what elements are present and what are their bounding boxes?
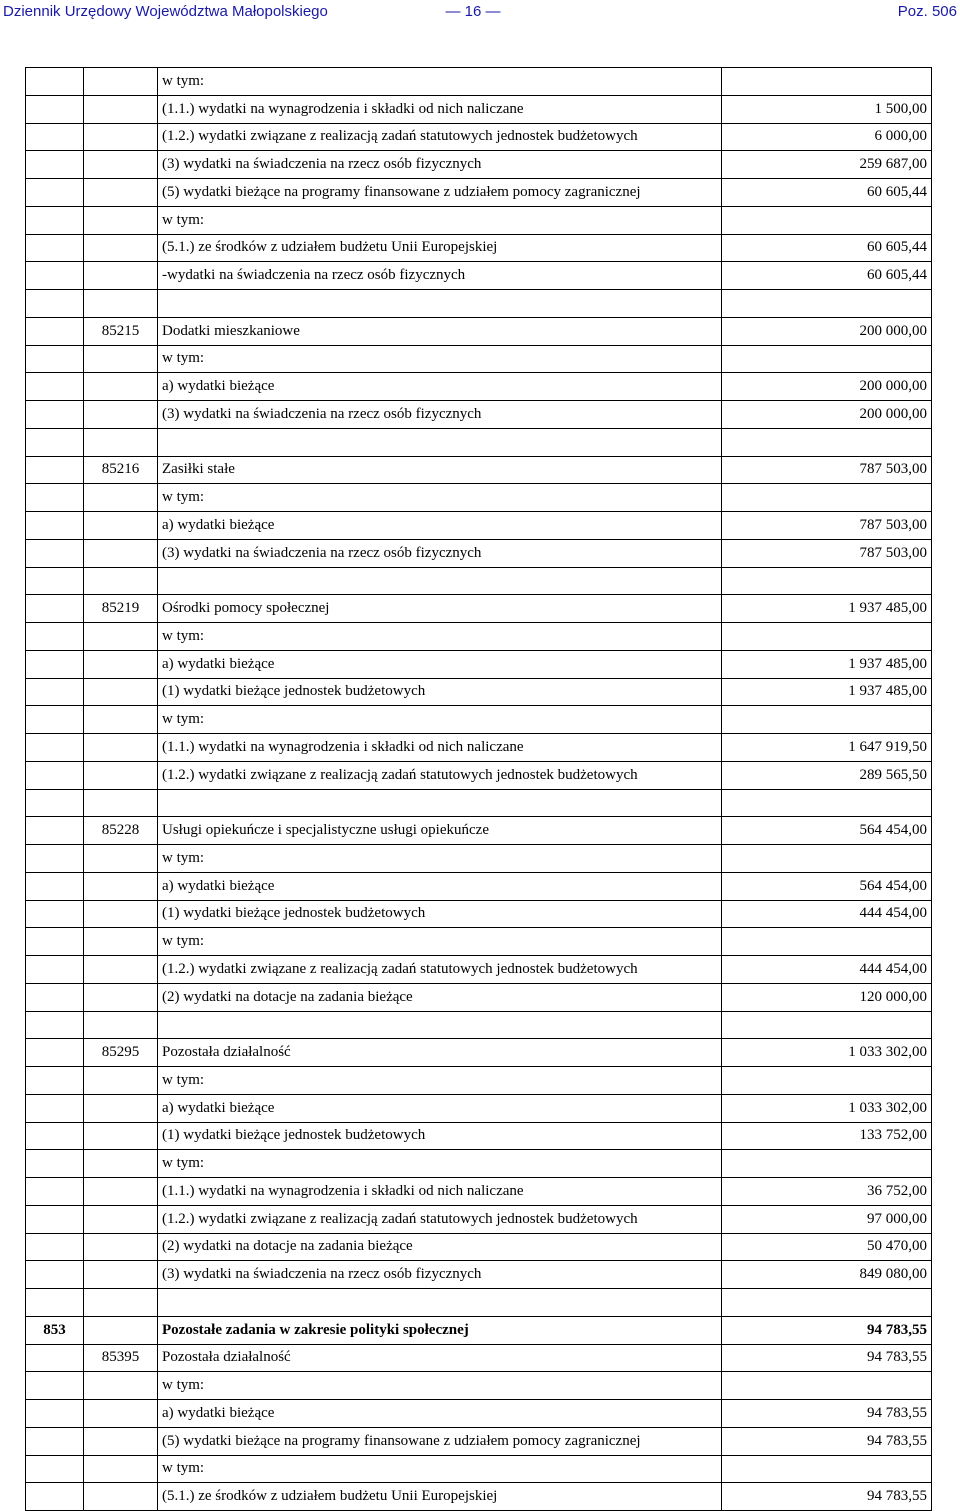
chapter-cell <box>84 1400 158 1428</box>
amount-cell: 1 937 485,00 <box>722 595 932 623</box>
table-row <box>26 373 932 401</box>
amount-cell <box>722 1289 932 1317</box>
table-row <box>26 567 932 595</box>
chapter-cell <box>84 845 158 873</box>
section-cell <box>26 95 84 123</box>
description-cell: a) wydatki bieżące <box>158 872 722 900</box>
chapter-cell <box>84 1094 158 1122</box>
section-cell: 853 <box>26 1316 84 1344</box>
amount-cell: 94 783,55 <box>722 1316 932 1344</box>
amount-cell: 60 605,44 <box>722 234 932 262</box>
section-cell <box>26 1011 84 1039</box>
journal-title: Dziennik Urzędowy Województwa Małopolskiego <box>3 3 328 20</box>
table-row <box>26 1483 932 1511</box>
table-row <box>26 872 932 900</box>
description-cell <box>158 567 722 595</box>
table-row <box>26 345 932 373</box>
description-cell: w tym: <box>158 928 722 956</box>
section-cell <box>26 262 84 290</box>
table-row <box>26 317 932 345</box>
amount-cell <box>722 484 932 512</box>
description-cell: (1) wydatki bieżące jednostek budżetowych <box>158 1122 722 1150</box>
table-row <box>26 650 932 678</box>
description-cell: w tym: <box>158 706 722 734</box>
description-cell: (3) wydatki na świadczenia na rzecz osób fizycznych <box>158 151 722 179</box>
description-cell: (5) wydatki bieżące na programy finansowane z udziałem pomocy zagranicznej <box>158 1427 722 1455</box>
table-row <box>26 1455 932 1483</box>
amount-cell <box>722 290 932 318</box>
description-cell: w tym: <box>158 623 722 651</box>
chapter-cell <box>84 761 158 789</box>
amount-cell: 200 000,00 <box>722 401 932 429</box>
table-row <box>26 817 932 845</box>
chapter-cell <box>84 68 158 96</box>
amount-cell <box>722 1150 932 1178</box>
section-cell <box>26 373 84 401</box>
amount-cell: 1 647 919,50 <box>722 734 932 762</box>
chapter-cell <box>84 95 158 123</box>
description-cell: (1.1.) wydatki na wynagrodzenia i składki od nich naliczane <box>158 95 722 123</box>
description-cell: (1.2.) wydatki związane z realizacją zadań statutowych jednostek budżetowych <box>158 761 722 789</box>
description-cell: w tym: <box>158 1067 722 1095</box>
section-cell <box>26 1261 84 1289</box>
section-cell <box>26 956 84 984</box>
section-cell <box>26 900 84 928</box>
section-cell <box>26 1483 84 1511</box>
description-cell: Dodatki mieszkaniowe <box>158 317 722 345</box>
chapter-cell <box>84 1261 158 1289</box>
position-number: Poz. 506 <box>897 3 957 20</box>
section-cell <box>26 595 84 623</box>
chapter-cell <box>84 734 158 762</box>
section-cell <box>26 428 84 456</box>
chapter-cell <box>84 1372 158 1400</box>
chapter-cell <box>84 123 158 151</box>
section-cell <box>26 484 84 512</box>
section-cell <box>26 623 84 651</box>
section-cell <box>26 1427 84 1455</box>
section-cell <box>26 179 84 207</box>
amount-cell <box>722 1011 932 1039</box>
table-row <box>26 845 932 873</box>
chapter-cell <box>84 1483 158 1511</box>
chapter-cell <box>84 373 158 401</box>
section-cell <box>26 512 84 540</box>
chapter-cell <box>84 956 158 984</box>
description-cell: (1) wydatki bieżące jednostek budżetowych <box>158 678 722 706</box>
table-row <box>26 290 932 318</box>
section-cell <box>26 345 84 373</box>
table-row <box>26 1233 932 1261</box>
section-cell <box>26 68 84 96</box>
table-row <box>26 539 932 567</box>
description-cell: w tym: <box>158 845 722 873</box>
table-row <box>26 1011 932 1039</box>
description-cell: (5) wydatki bieżące na programy finansowane z udziałem pomocy zagranicznej <box>158 179 722 207</box>
amount-cell: 94 783,55 <box>722 1427 932 1455</box>
amount-cell <box>722 428 932 456</box>
chapter-cell <box>84 179 158 207</box>
section-cell <box>26 1067 84 1095</box>
section-cell <box>26 845 84 873</box>
table-row <box>26 1400 932 1428</box>
table-row <box>26 1344 932 1372</box>
amount-cell: 94 783,55 <box>722 1344 932 1372</box>
description-cell: (5.1.) ze środków z udziałem budżetu Unii Europejskiej <box>158 1483 722 1511</box>
description-cell: w tym: <box>158 68 722 96</box>
amount-cell: 1 937 485,00 <box>722 678 932 706</box>
description-cell: (1.2.) wydatki związane z realizacją zadań statutowych jednostek budżetowych <box>158 123 722 151</box>
chapter-cell <box>84 1289 158 1317</box>
amount-cell: 259 687,00 <box>722 151 932 179</box>
section-cell <box>26 706 84 734</box>
chapter-cell <box>84 623 158 651</box>
chapter-cell <box>84 1427 158 1455</box>
description-cell: (3) wydatki na świadczenia na rzecz osób fizycznych <box>158 401 722 429</box>
table-row <box>26 734 932 762</box>
table-row <box>26 123 932 151</box>
table-row <box>26 678 932 706</box>
amount-cell <box>722 845 932 873</box>
amount-cell <box>722 567 932 595</box>
description-cell: w tym: <box>158 1372 722 1400</box>
table-row <box>26 623 932 651</box>
section-cell <box>26 290 84 318</box>
chapter-cell: 85295 <box>84 1039 158 1067</box>
chapter-cell <box>84 1011 158 1039</box>
budget-table-body <box>26 68 932 1511</box>
section-cell <box>26 317 84 345</box>
table-row <box>26 484 932 512</box>
section-cell <box>26 539 84 567</box>
amount-cell <box>722 1455 932 1483</box>
chapter-cell <box>84 706 158 734</box>
chapter-cell <box>84 567 158 595</box>
section-cell <box>26 789 84 817</box>
table-row <box>26 95 932 123</box>
table-row <box>26 595 932 623</box>
description-cell: Usługi opiekuńcze i specjalistyczne usługi opiekuńcze <box>158 817 722 845</box>
table-row <box>26 179 932 207</box>
chapter-cell <box>84 151 158 179</box>
section-cell <box>26 1344 84 1372</box>
chapter-cell <box>84 1122 158 1150</box>
chapter-cell <box>84 290 158 318</box>
amount-cell: 787 503,00 <box>722 456 932 484</box>
table-row <box>26 789 932 817</box>
description-cell: Zasiłki stałe <box>158 456 722 484</box>
chapter-cell <box>84 650 158 678</box>
table-row <box>26 928 932 956</box>
description-cell: Ośrodki pomocy społecznej <box>158 595 722 623</box>
amount-cell: 60 605,44 <box>722 262 932 290</box>
description-cell: a) wydatki bieżące <box>158 650 722 678</box>
section-cell <box>26 206 84 234</box>
description-cell: a) wydatki bieżące <box>158 373 722 401</box>
section-cell <box>26 1372 84 1400</box>
amount-cell: 849 080,00 <box>722 1261 932 1289</box>
table-row <box>26 1039 932 1067</box>
amount-cell <box>722 345 932 373</box>
description-cell: (3) wydatki na świadczenia na rzecz osób fizycznych <box>158 1261 722 1289</box>
table-row <box>26 1316 932 1344</box>
chapter-cell <box>84 1205 158 1233</box>
section-cell <box>26 151 84 179</box>
amount-cell: 1 500,00 <box>722 95 932 123</box>
description-cell: (1.2.) wydatki związane z realizacją zadań statutowych jednostek budżetowych <box>158 956 722 984</box>
amount-cell <box>722 928 932 956</box>
description-cell: w tym: <box>158 1150 722 1178</box>
amount-cell: 564 454,00 <box>722 872 932 900</box>
chapter-cell <box>84 678 158 706</box>
table-row <box>26 1094 932 1122</box>
chapter-cell <box>84 206 158 234</box>
section-cell <box>26 123 84 151</box>
chapter-cell <box>84 512 158 540</box>
table-row <box>26 761 932 789</box>
description-cell: (5.1.) ze środków z udziałem budżetu Unii Europejskiej <box>158 234 722 262</box>
table-row <box>26 68 932 96</box>
chapter-cell <box>84 401 158 429</box>
amount-cell: 444 454,00 <box>722 900 932 928</box>
table-row <box>26 1178 932 1206</box>
page-number: — 16 — <box>445 3 501 20</box>
description-cell: (1) wydatki bieżące jednostek budżetowych <box>158 900 722 928</box>
description-cell: Pozostała działalność <box>158 1344 722 1372</box>
chapter-cell <box>84 1178 158 1206</box>
amount-cell <box>722 623 932 651</box>
amount-cell <box>722 1067 932 1095</box>
table-row <box>26 1261 932 1289</box>
amount-cell: 97 000,00 <box>722 1205 932 1233</box>
chapter-cell <box>84 872 158 900</box>
section-cell <box>26 1455 84 1483</box>
table-row <box>26 1289 932 1317</box>
table-row <box>26 983 932 1011</box>
chapter-cell <box>84 262 158 290</box>
chapter-cell <box>84 234 158 262</box>
chapter-cell <box>84 1150 158 1178</box>
description-cell: a) wydatki bieżące <box>158 1400 722 1428</box>
section-cell <box>26 1094 84 1122</box>
chapter-cell: 85228 <box>84 817 158 845</box>
chapter-cell <box>84 928 158 956</box>
chapter-cell <box>84 484 158 512</box>
table-row <box>26 1122 932 1150</box>
chapter-cell <box>84 1067 158 1095</box>
description-cell <box>158 428 722 456</box>
amount-cell: 94 783,55 <box>722 1400 932 1428</box>
table-row <box>26 900 932 928</box>
table-row <box>26 1205 932 1233</box>
amount-cell: 1 033 302,00 <box>722 1094 932 1122</box>
amount-cell: 200 000,00 <box>722 317 932 345</box>
section-cell <box>26 872 84 900</box>
table-row <box>26 1067 932 1095</box>
chapter-cell: 85395 <box>84 1344 158 1372</box>
amount-cell: 60 605,44 <box>722 179 932 207</box>
chapter-cell: 85219 <box>84 595 158 623</box>
description-cell: (2) wydatki na dotacje na zadania bieżące <box>158 1233 722 1261</box>
budget-table <box>25 67 932 1511</box>
amount-cell: 289 565,50 <box>722 761 932 789</box>
description-cell <box>158 290 722 318</box>
section-cell <box>26 761 84 789</box>
section-cell <box>26 234 84 262</box>
chapter-cell <box>84 789 158 817</box>
description-cell: -wydatki na świadczenia na rzecz osób fizycznych <box>158 262 722 290</box>
section-cell <box>26 678 84 706</box>
section-cell <box>26 1150 84 1178</box>
section-cell <box>26 1400 84 1428</box>
description-cell: w tym: <box>158 484 722 512</box>
amount-cell: 444 454,00 <box>722 956 932 984</box>
table-row <box>26 234 932 262</box>
table-row <box>26 401 932 429</box>
table-row <box>26 456 932 484</box>
section-cell <box>26 1289 84 1317</box>
amount-cell: 1 937 485,00 <box>722 650 932 678</box>
table-row <box>26 1372 932 1400</box>
description-cell: a) wydatki bieżące <box>158 512 722 540</box>
description-cell: a) wydatki bieżące <box>158 1094 722 1122</box>
chapter-cell <box>84 345 158 373</box>
section-cell <box>26 1178 84 1206</box>
section-cell <box>26 1233 84 1261</box>
description-cell: Pozostałe zadania w zakresie polityki społecznej <box>158 1316 722 1344</box>
section-cell <box>26 1039 84 1067</box>
amount-cell: 36 752,00 <box>722 1178 932 1206</box>
table-row <box>26 706 932 734</box>
amount-cell <box>722 789 932 817</box>
chapter-cell <box>84 1233 158 1261</box>
table-row <box>26 428 932 456</box>
chapter-cell <box>84 983 158 1011</box>
description-cell: (3) wydatki na świadczenia na rzecz osób fizycznych <box>158 539 722 567</box>
amount-cell: 94 783,55 <box>722 1483 932 1511</box>
amount-cell: 787 503,00 <box>722 512 932 540</box>
section-cell <box>26 567 84 595</box>
section-cell <box>26 817 84 845</box>
table-row <box>26 1150 932 1178</box>
description-cell: (1.1.) wydatki na wynagrodzenia i składki od nich naliczane <box>158 734 722 762</box>
amount-cell <box>722 68 932 96</box>
section-cell <box>26 1122 84 1150</box>
table-row <box>26 956 932 984</box>
description-cell <box>158 1011 722 1039</box>
section-cell <box>26 650 84 678</box>
chapter-cell <box>84 900 158 928</box>
description-cell: (2) wydatki na dotacje na zadania bieżące <box>158 983 722 1011</box>
description-cell <box>158 789 722 817</box>
table-row <box>26 512 932 540</box>
section-cell <box>26 1205 84 1233</box>
section-cell <box>26 401 84 429</box>
description-cell: w tym: <box>158 1455 722 1483</box>
chapter-cell <box>84 428 158 456</box>
table-row <box>26 206 932 234</box>
description-cell <box>158 1289 722 1317</box>
section-cell <box>26 456 84 484</box>
chapter-cell: 85216 <box>84 456 158 484</box>
page-header <box>0 0 960 28</box>
chapter-cell <box>84 539 158 567</box>
amount-cell: 787 503,00 <box>722 539 932 567</box>
section-cell <box>26 734 84 762</box>
chapter-cell: 85215 <box>84 317 158 345</box>
chapter-cell <box>84 1455 158 1483</box>
amount-cell: 50 470,00 <box>722 1233 932 1261</box>
description-cell: (1.1.) wydatki na wynagrodzenia i składki od nich naliczane <box>158 1178 722 1206</box>
amount-cell: 6 000,00 <box>722 123 932 151</box>
description-cell: (1.2.) wydatki związane z realizacją zadań statutowych jednostek budżetowych <box>158 1205 722 1233</box>
table-row <box>26 1427 932 1455</box>
section-cell <box>26 928 84 956</box>
amount-cell: 564 454,00 <box>722 817 932 845</box>
table-row <box>26 262 932 290</box>
amount-cell <box>722 206 932 234</box>
description-cell: w tym: <box>158 206 722 234</box>
amount-cell: 133 752,00 <box>722 1122 932 1150</box>
amount-cell: 1 033 302,00 <box>722 1039 932 1067</box>
section-cell <box>26 983 84 1011</box>
chapter-cell <box>84 1316 158 1344</box>
description-cell: Pozostała działalność <box>158 1039 722 1067</box>
amount-cell: 120 000,00 <box>722 983 932 1011</box>
amount-cell <box>722 706 932 734</box>
table-row <box>26 151 932 179</box>
amount-cell <box>722 1372 932 1400</box>
description-cell: w tym: <box>158 345 722 373</box>
amount-cell: 200 000,00 <box>722 373 932 401</box>
